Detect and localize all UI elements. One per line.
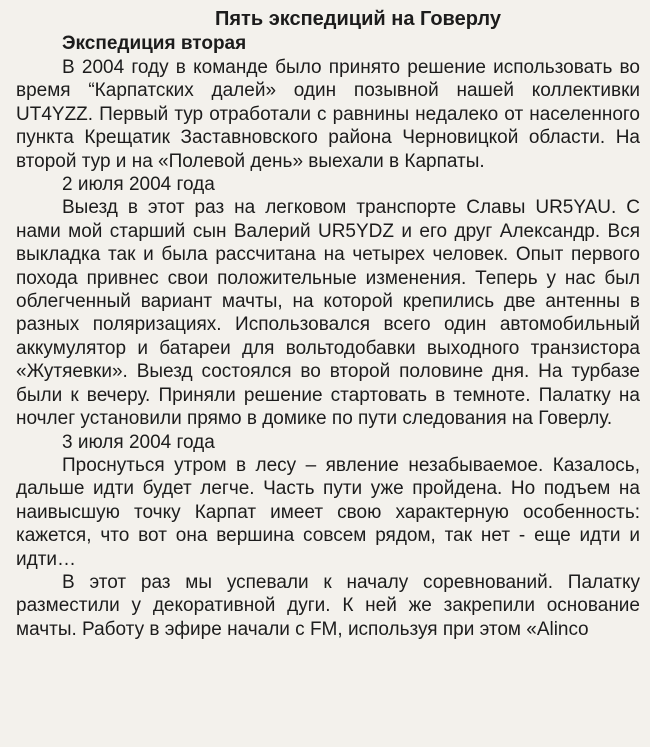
paragraph-1: В 2004 году в команде было принято решение использовать во время “Карпатских далей» один позывной нашей коллективки UT4YZZ. Первый тур отработали с равнины недалеко от населенного пункта Крещатик Заставновского района Черновицкой области. На второй тур и на «Полевой день» выехали в Карпаты. — [16, 57, 640, 172]
paragraph-3: Проснуться утром в лесу – явление незабываемое. Казалось, дальше идти будет легче. Часть пути уже пройдена. Но подъем на наивысшую точку Карпат имеет свою характерную особенность: кажется, что вот она вершина совсем рядом, так нет - еще идти и идти… — [16, 454, 640, 570]
date-heading-2: 3 июля 2004 года — [62, 431, 215, 453]
article-title: Пять экспедиций на Говерлу — [215, 8, 501, 30]
paragraph-4: В этот раз мы успевали к началу соревнований. Палатку разместили у декоративной дуги. К ней же закрепили основание мачты. Работу в эфире начали с FM, используя при этом «Alinco — [16, 571, 640, 640]
article-subtitle: Экспедиция вторая — [62, 33, 247, 54]
date-heading-1: 2 июля 2004 года — [62, 174, 215, 196]
article — [16, 6, 640, 641]
paragraph-2: Выезд в этот раз на легковом транспорте Славы UR5YAU. С нами мой старший сын Валерий UR5YDZ и его друг Александр. Вся выкладка так и была рассчитана на четырех человек. Опыт первого похода привнес свои положительные изменения. Теперь у нас был облегченный вариант мачты, на которой крепились две антенны в разных поляризациях. Использовался всего один автомобильный аккумулятор и батареи для вольтодобавки выходного транзистора «Жутяевки». Выезд состоялся во второй половине дня. На турбазе были к вечеру. Приняли решение стартовать в темноте. Палатку на ночлег установили прямо в домике по пути следования на Говерлу. — [16, 197, 640, 430]
